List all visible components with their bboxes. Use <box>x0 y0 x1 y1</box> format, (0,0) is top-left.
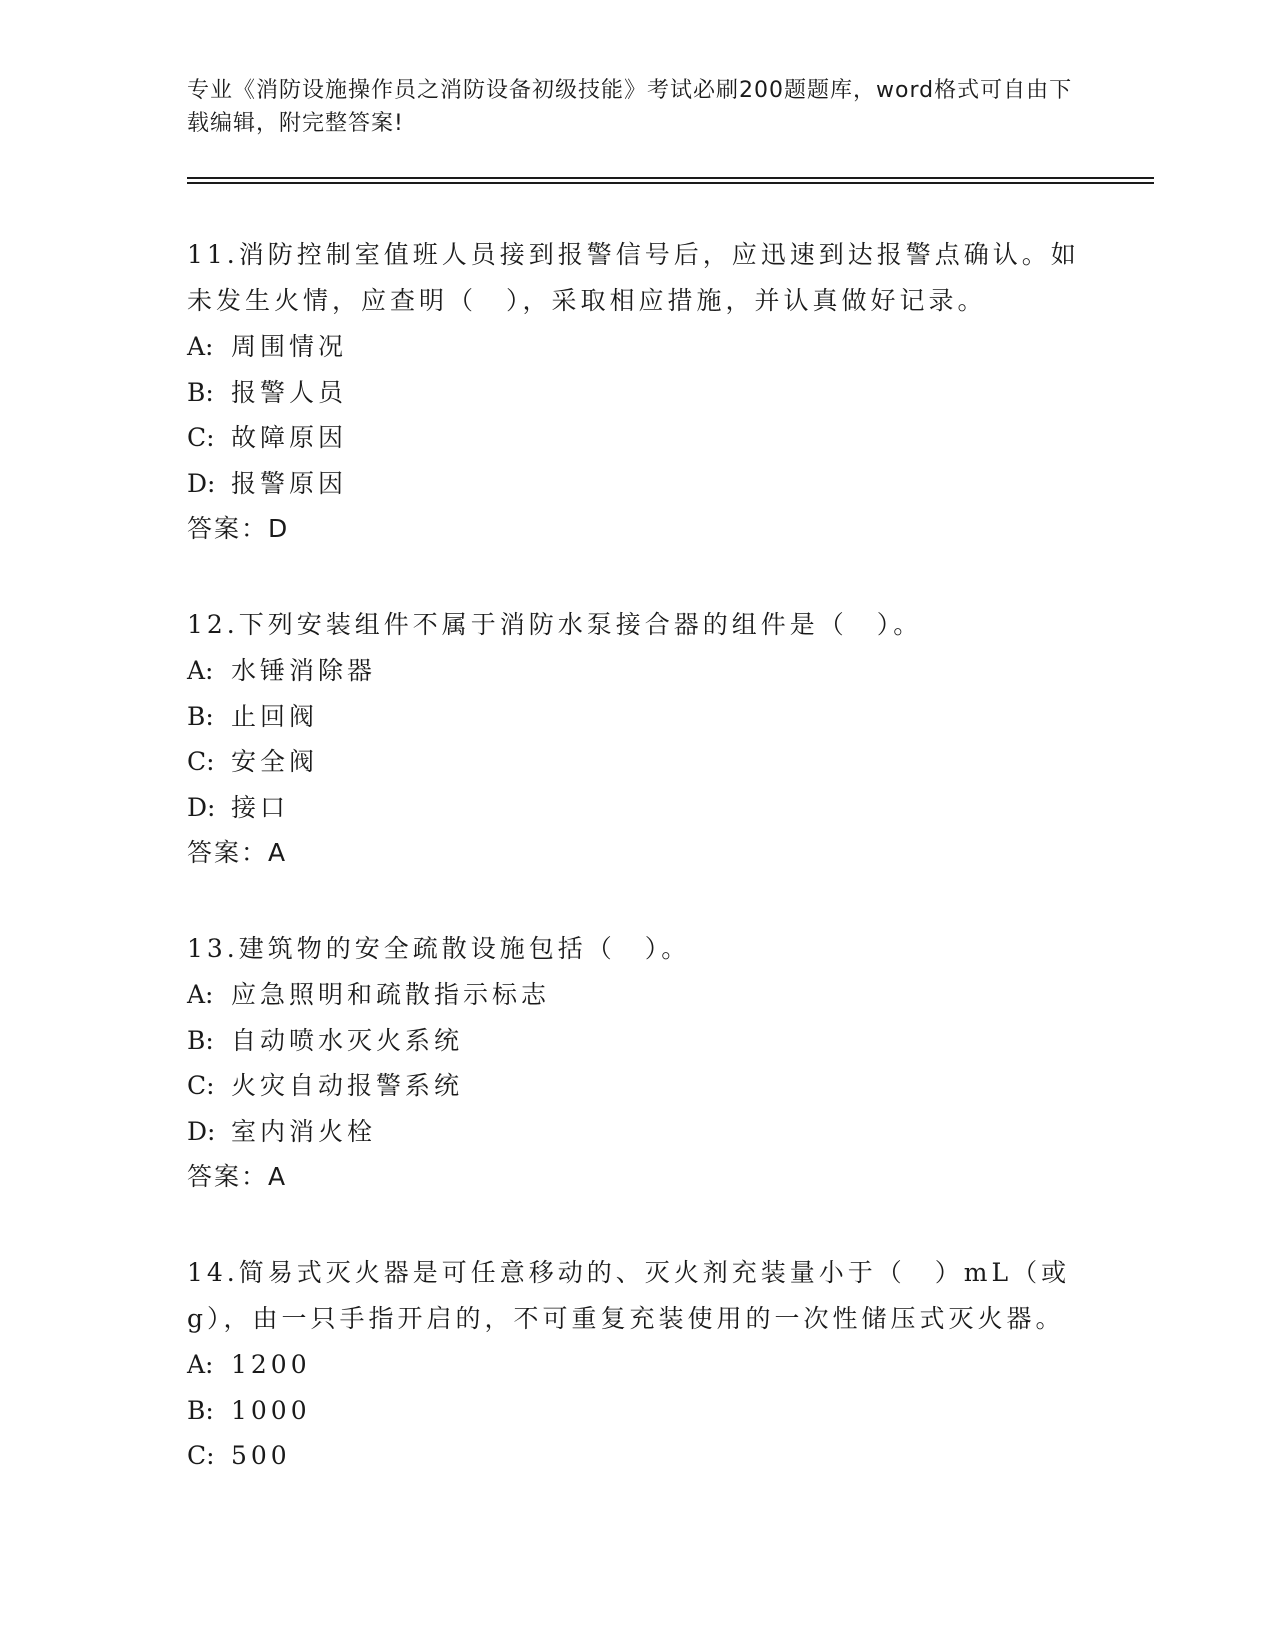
option-letter: D: <box>187 792 216 822</box>
answer-line: 答案：A <box>187 1162 288 1191</box>
option-letter: B: <box>187 701 214 731</box>
option-letter: C: <box>187 423 215 452</box>
option-letter: D: <box>187 1116 216 1146</box>
option-letter: C: <box>187 1071 215 1100</box>
option-d <box>187 1109 1087 1155</box>
option-text: 自动喷水灭火系统 <box>231 1025 464 1055</box>
question-14 <box>187 1250 1087 1479</box>
option-a <box>187 972 1087 1018</box>
option-text: 火灾自动报警系统 <box>231 1071 464 1100</box>
option-letter: C: <box>187 1441 215 1470</box>
option-letter: A: <box>187 980 214 1009</box>
option-letter: B: <box>187 1395 214 1425</box>
option-c <box>187 1063 1087 1109</box>
option-a <box>187 324 1087 370</box>
header-divider-top <box>187 177 1154 179</box>
option-letter: A: <box>187 332 214 361</box>
option-b <box>187 370 1087 416</box>
option-letter: B: <box>187 377 214 407</box>
option-letter: B: <box>187 1025 214 1055</box>
question-12 <box>187 602 1087 876</box>
option-text: 500 <box>231 1441 291 1470</box>
header-divider-bottom <box>187 182 1154 184</box>
question-13 <box>187 926 1087 1200</box>
question-stem: 11.消防控制室值班人员接到报警信号后，应迅速到达报警点确认。如未发生火情，应查明（ ），采取相应措施，并认真做好记录。 <box>187 240 1080 315</box>
question-stem: 13.建筑物的安全疏散设施包括（ ）。 <box>187 934 691 963</box>
option-a <box>187 1342 1087 1388</box>
question-stem: 12.下列安装组件不属于消防水泵接合器的组件是（ ）。 <box>187 610 923 639</box>
option-b <box>187 694 1087 740</box>
option-text: 周围情况 <box>231 332 348 361</box>
option-text: 报警原因 <box>231 468 348 498</box>
option-text: 室内消火栓 <box>231 1116 377 1146</box>
answer-line: 答案：D <box>187 514 290 543</box>
option-c <box>187 1433 1087 1479</box>
document-header: 专业《消防设施操作员之消防设备初级技能》考试必刷200题题库，word格式可自由下载编辑，附完整答案! <box>187 78 1073 136</box>
option-text: 1000 <box>231 1395 311 1425</box>
option-letter: C: <box>187 747 215 776</box>
option-letter: A: <box>187 656 214 685</box>
question-list <box>187 232 1087 1529</box>
option-letter: A: <box>187 1350 214 1379</box>
option-c <box>187 739 1087 785</box>
question-11 <box>187 232 1087 552</box>
option-text: 安全阀 <box>231 747 319 776</box>
option-text: 故障原因 <box>231 423 348 452</box>
option-b <box>187 1018 1087 1064</box>
option-c <box>187 415 1087 461</box>
option-text: 水锤消除器 <box>231 656 377 685</box>
answer-line: 答案：A <box>187 838 288 867</box>
option-text: 止回阀 <box>231 701 319 731</box>
option-text: 接口 <box>231 792 290 822</box>
option-a <box>187 648 1087 694</box>
option-d <box>187 785 1087 831</box>
question-stem: 14.简易式灭火器是可任意移动的、灭火剂充装量小于（ ）mL（或g），由一只手指开启的，不可重复充装使用的一次性储压式灭火器。 <box>187 1258 1071 1333</box>
option-text: 1200 <box>231 1350 311 1379</box>
option-text: 报警人员 <box>231 377 348 407</box>
option-text: 应急照明和疏散指示标志 <box>231 980 551 1009</box>
option-d <box>187 461 1087 507</box>
option-letter: D: <box>187 468 216 498</box>
option-b <box>187 1388 1087 1434</box>
